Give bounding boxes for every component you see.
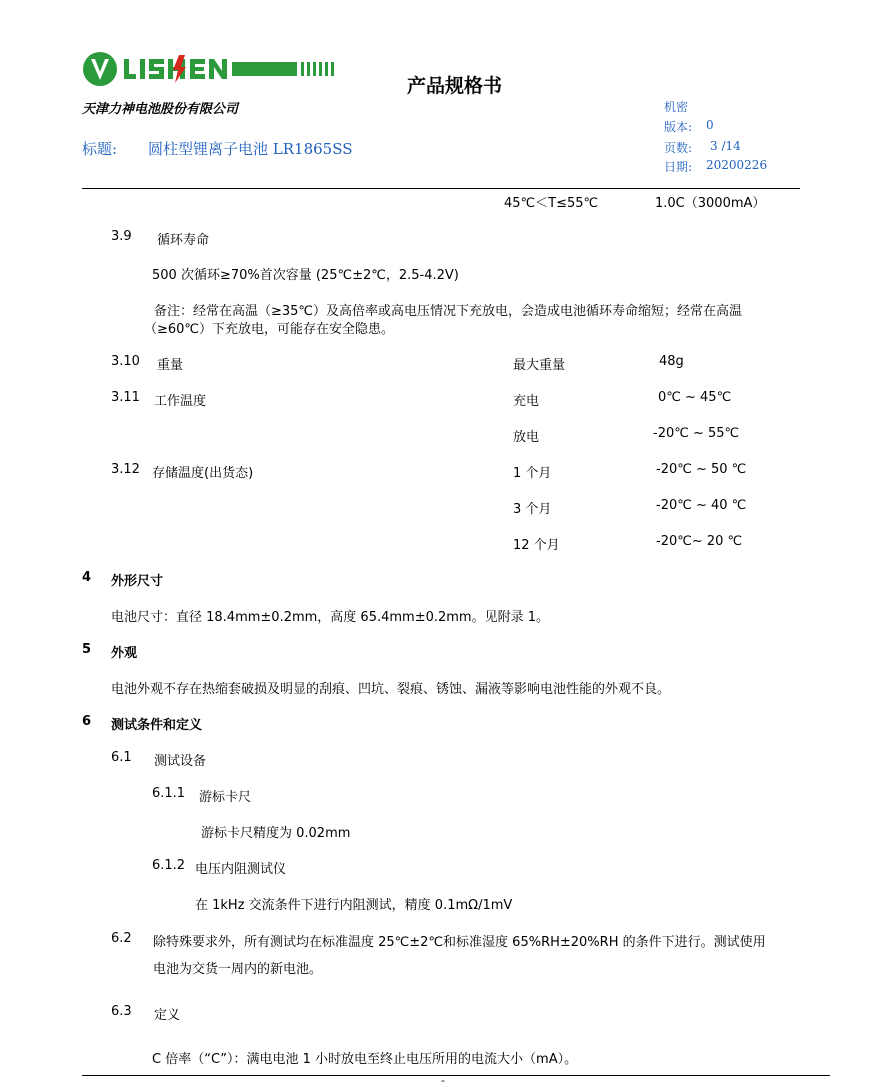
section-number: 6.2 <box>111 931 132 946</box>
page-footer-mark: - <box>441 1074 445 1087</box>
chapter-title: 测试条件和定义 <box>111 718 203 733</box>
company-logo <box>82 50 342 88</box>
section-number: 3.10 <box>111 354 140 369</box>
table-cell: 48g <box>659 354 684 369</box>
section-title: 测试设备 <box>154 754 207 769</box>
subsection-number: 6.1.1 <box>152 786 186 801</box>
rate-value: 1.0C（3000mA） <box>655 196 766 211</box>
table-cell: -20℃~ 20 ℃ <box>656 534 743 549</box>
header-divider <box>82 188 800 189</box>
table-cell: -20℃ ~ 40 ℃ <box>656 498 747 513</box>
paragraph-line: 电池为交货一周内的新电池。 <box>153 962 323 977</box>
section-number: 6.3 <box>111 1004 132 1019</box>
version-value: 0 <box>706 118 714 132</box>
table-cell: 放电 <box>513 430 540 445</box>
paragraph: 在 1kHz 交流条件下进行内阻测试，精度 0.1mΩ/1mV <box>195 898 513 913</box>
subsection-number: 6.1.2 <box>152 858 186 873</box>
section-title: 工作温度 <box>154 394 207 409</box>
date-value: 20200226 <box>706 158 768 172</box>
table-cell: -20℃ ~ 50 ℃ <box>656 462 747 477</box>
temp-condition: 45℃＜T≤55℃ <box>504 196 599 211</box>
table-cell: -20℃ ~ 55℃ <box>653 426 740 441</box>
note-line: 备注：经常在高温（≥35℃）及高倍率或高电压情况下充放电，会造成电池循环寿命缩短；经常在高温 <box>154 304 743 319</box>
paragraph: 电池外观不存在热缩套破损及明显的刮痕、凹坑、裂痕、锈蚀、漏液等影响电池性能的外观不良。 <box>111 682 671 697</box>
subject-label: 标题: <box>82 140 118 158</box>
section-number: 3.12 <box>111 462 140 477</box>
section-number: 6.1 <box>111 750 132 765</box>
table-cell: 充电 <box>513 394 540 409</box>
paragraph: 游标卡尺精度为 0.02mm <box>201 826 351 841</box>
paragraph: 电池尺寸：直径 18.4mm±0.2mm，高度 65.4mm±0.2mm。见附录 1。 <box>111 610 550 625</box>
section-title: 存储温度(出货态) <box>152 466 254 481</box>
section-title: 循环寿命 <box>157 233 210 248</box>
date-label: 日期: <box>664 160 693 174</box>
subsection-title: 游标卡尺 <box>199 790 252 805</box>
confidential-label: 机密 <box>664 100 689 114</box>
table-cell: 1 个月 <box>513 466 552 481</box>
page-value: 3 /14 <box>710 139 741 153</box>
paragraph-line: 除特殊要求外，所有测试均在标准温度 25℃±2℃和标准湿度 65%RH±20%RH 的条件下进行。测试使用 <box>153 935 766 950</box>
section-title: 重量 <box>157 358 184 373</box>
table-cell: 3 个月 <box>513 502 552 517</box>
chapter-number: 4 <box>82 570 92 585</box>
section-title: 定义 <box>154 1008 181 1023</box>
chapter-title: 外形尺寸 <box>111 574 164 589</box>
chapter-number: 6 <box>82 714 92 729</box>
subject-value: 圆柱型锂离子电池 LR1865SS <box>148 140 353 158</box>
version-label: 版本: <box>664 120 693 134</box>
page-label: 页数: <box>664 141 693 155</box>
paragraph: C 倍率（“C”）：满电电池 1 小时放电至终止电压所用的电流大小（mA）。 <box>152 1052 578 1067</box>
document-title: 产品规格书 <box>407 75 503 97</box>
section-number: 3.11 <box>111 390 140 405</box>
table-cell: 0℃ ~ 45℃ <box>658 390 732 405</box>
subsection-title: 电压内阻测试仪 <box>195 862 287 877</box>
chapter-number: 5 <box>82 642 92 657</box>
footer-divider <box>82 1075 830 1076</box>
paragraph: 500 次循环≥70%首次容量 (25℃±2℃，2.5-4.2V) <box>152 268 459 283</box>
table-cell: 12 个月 <box>513 538 560 553</box>
chapter-title: 外观 <box>111 646 138 661</box>
table-cell: 最大重量 <box>513 358 566 373</box>
note-line: （≥60℃）下充放电，可能存在安全隐患。 <box>144 322 395 337</box>
section-number: 3.9 <box>111 229 132 244</box>
company-name: 天津力神电池股份有限公司 <box>82 102 239 117</box>
